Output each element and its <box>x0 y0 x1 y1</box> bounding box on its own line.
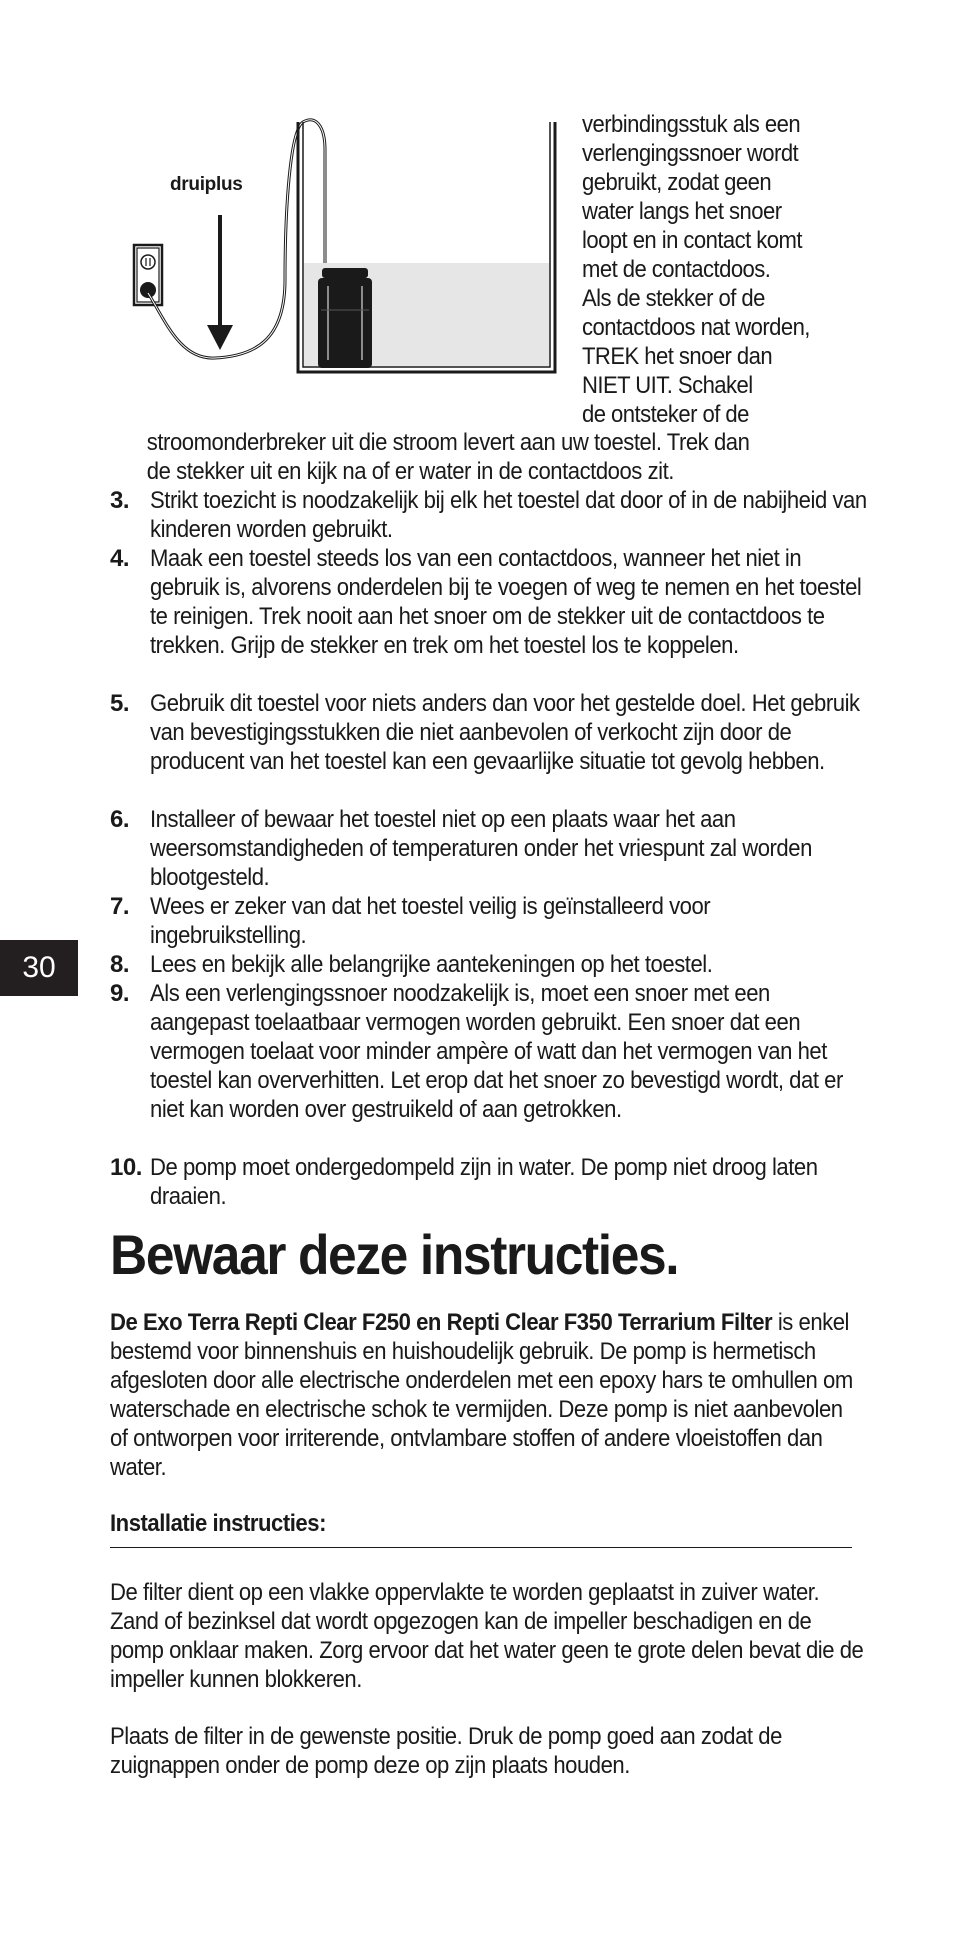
list-item <box>110 950 870 979</box>
list-item <box>110 689 870 805</box>
continuation-line: de stekker uit en kijk na of er water in de contactdoos zit. <box>146 458 674 485</box>
section-divider <box>110 1547 852 1548</box>
side-text-line: water langs het snoer <box>582 198 782 225</box>
list-item-number: 6. <box>110 806 130 833</box>
list-item <box>110 544 870 689</box>
drip-loop-diagram <box>125 110 565 385</box>
list-item <box>110 805 870 892</box>
intro-paragraph <box>110 1308 864 1482</box>
list-item-number: 8. <box>110 951 130 978</box>
list-item-text: Gebruik dit toestel voor niets anders dan voor het gestelde doel. Het gebruik van bevestigingsstukken die niet aanbevolen of verkocht zijn door de producent van het toestel kan een gevaarlijke situatie tot gevolg hebben. <box>150 690 860 775</box>
list-item-text: Als een verlengingssnoer noodzakelijk is, moet een snoer met een aangepast toelaatbaar vermogen worden gebruikt. Een snoer dat een vermogen toelaat voor minder ampère of watt dan het vermogen van het toestel kan oververhitten. Let erop dat het snoer zo bevestigd wordt, dat er niet kan worden over gestruikeld of aan getrokken. <box>150 980 843 1123</box>
list-item-text: Installeer of bewaar het toestel niet op een plaats waar het aan weersomstandigheden of temperaturen onder het vriespunt zal worden blootgesteld. <box>150 806 812 891</box>
side-text-line: TREK het snoer dan <box>582 343 773 370</box>
list-item-text: De pomp moet ondergedompeld zijn in water. De pomp niet droog laten draaien. <box>150 1154 818 1210</box>
list-item-number: 5. <box>110 690 130 717</box>
list-item-number: 9. <box>110 980 130 1007</box>
side-text-line: Als de stekker of de <box>582 285 765 312</box>
side-text-line: NIET UIT. Schakel <box>582 372 753 399</box>
page-heading: Bewaar deze instructies. <box>110 1223 679 1286</box>
page-number-tab: 30 <box>0 940 78 996</box>
side-text-line: verlengingssnoer wordt <box>582 140 799 167</box>
pump <box>318 268 372 368</box>
list-item-number: 10. <box>110 1154 142 1181</box>
installation-paragraph: De filter dient op een vlakke oppervlakte te worden geplaatst in zuiver water. Zand of bezinksel dat wordt opgezogen kan de impeller beschadigen en de pomp onklaar maken. Zorg ervoor dat het water geen te grote delen bevat die de impeller kunnen blokkeren. <box>110 1579 864 1693</box>
list-item-text: Maak een toestel steeds los van een contactdoos, wanneer het niet in gebruik is, alvorens onderdelen bij te voegen of weg te nemen en het toestel te reinigen. Trek nooit aan het snoer om de stekker uit de contactdoos te trekken. Grijp de stekker en trek om het toestel los te koppelen. <box>150 545 862 659</box>
side-text-line: gebruikt, zodat geen <box>582 169 772 196</box>
side-text-line: de ontsteker of de <box>582 401 749 428</box>
installation-paragraph: Plaats de filter in de gewenste positie. Druk de pomp goed aan zodat de zuignappen onder de pomp deze op zijn plaats houden. <box>110 1723 782 1779</box>
list-item <box>110 979 870 1153</box>
safety-list <box>110 428 870 1211</box>
list-item-text: Wees er zeker van dat het toestel veilig is geïnstalleerd voor ingebruikstelling. <box>150 893 711 949</box>
list-item-number: 3. <box>110 487 130 514</box>
list-item-number: 4. <box>110 545 130 572</box>
intro-text: is enkel bestemd voor binnenshuis en huishoudelijk gebruik. De pomp is hermetisch afgesloten door alle electrische onderdelen met een epoxy hars te omhullen om waterschade en electrische schok te vermijden. Deze pomp is niet aanbevolen of ontworpen voor irriterende, ontvlambare stoffen of andere vloeistoffen dan water. <box>110 1309 853 1481</box>
list-item <box>110 486 870 544</box>
diagram-label: druiplus <box>170 174 243 195</box>
installation-title: Installatie instructies: <box>110 1510 326 1537</box>
side-text-block <box>582 110 858 429</box>
list-item-text: Strikt toezicht is noodzakelijk bij elk het toestel dat door of in de nabijheid van kinderen worden gebruikt. <box>150 487 867 543</box>
side-text-line: met de contactdoos. <box>582 256 771 283</box>
side-text-line: verbindingsstuk als een <box>582 111 801 138</box>
list-item-number: 7. <box>110 893 130 920</box>
list-item <box>110 892 870 950</box>
list-item <box>110 1153 870 1211</box>
side-text-line: loopt en in contact komt <box>582 227 802 254</box>
product-name: De Exo Terra Repti Clear F250 en Repti Clear F350 Terrarium Filter <box>110 1309 773 1336</box>
list-item-text: Lees en bekijk alle belangrijke aantekeningen op het toestel. <box>150 951 713 978</box>
continuation-line: stroomonderbreker uit die stroom levert aan uw toestel. Trek dan <box>146 429 750 456</box>
side-text-line: contactdoos nat worden, <box>582 314 810 341</box>
